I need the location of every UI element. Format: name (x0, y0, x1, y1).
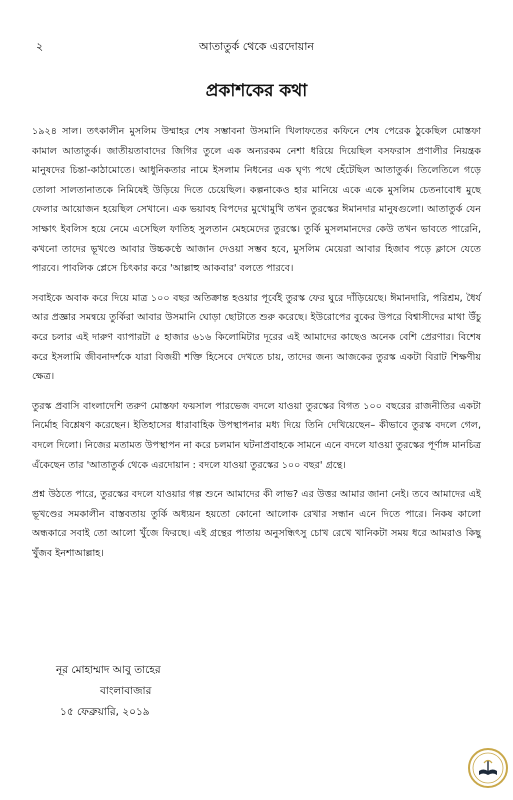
section-title: প্রকাশকের কথা (205, 81, 308, 101)
signature-name: নূর মোহাম্মাদ আবু তাহের (56, 664, 161, 676)
body-text (32, 122, 481, 573)
signature-place: বাংলাবাজার (100, 685, 152, 697)
paragraph-4: প্রশ্ন উঠতে পারে, তুরস্কের বদলে যাওয়ার গল্প শুনে আমাদের কী লাভ? এর উত্তর আমার জানা নেই। তবে আমাদের এই ভূখণ্ডের সমকালীন বাস্তবতায় তুর্কি অধ্যয়ন হয়তো কোনো আলোক রেখার সন্ধান এনে দিতে পারে। নিকষ কালো অন্ধকারে সবাই তো আলো খুঁজে ফিরছে। এই গ্রন্থের পাতায় অনুসন্ধিৎসু চোখ রেখে খানিকটা সময় ধরে আমরাও কিছু খুঁজব ইনশাআল্লাহ। (32, 489, 481, 559)
paragraph-2: সবাইকে অবাক করে দিয়ে মাত্র ১০০ বছর অতিক্রান্ত হওয়ার পূর্বেই তুরস্ক ফের ঘুরে দাঁড়িয়েছে। ঈমানদারি, পরিশ্রম, ধৈর্য আর প্রজ্ঞার সমন্বয়ে তুর্কিরা আবার উসমানি ঘোড়া ছোটাতে শুরু করেছে। ইউরোপের বুকের উপরে বিশ্বাসীদের মাথা উঁচু করে চলার এই দারুণ ব্যাপারটা ৫ হাজার ৬১৬ কিলোমিটার দূরের এই আমাদের কাছেও অনেক বেশি প্রেরণার। বিশেষ করে ইসলামি জীবনাদর্শকে যারা বিজয়ী শক্তি হিসেবে দেখতে চায়, তাদের জন্য আজকের তুরস্ক একটা বিরাট শিক্ষণীয় ক্ষেত্র। (32, 292, 481, 383)
signature-date: ১৫ ফেব্রুয়ারি, ২০১৯ (60, 706, 150, 718)
paragraph-1: ১৯২৪ সাল। তৎকালীন মুসলিম উম্মাহর শেষ সম্ভাবনা উসমানি খিলাফতের কফিনে শেষ পেরেক ঠুকেছিল মোস্তফা কামাল আতাতুর্ক। জাতীয়তাবাদের জিগির তুলে এক অন্যরকম নেশা ধরিয়ে দিয়েছিল বসফরাস প্রণালীর নিয়ন্ত্রক মানুষদের চিন্তা-কাঠামোতে। আধুনিকতার নামে ইসলাম নিধনের এক ঘৃণ্য পথে হেঁটেছিল আতাতুর্ক। তিলেতিলে গড়ে তোলা সালতানাতকে নিমিষেই উড়িয়ে দিতে চেয়েছিল। কল্পনাকেও হার মানিয়ে একে একে মুসলিম চেতনাবোধ মুছে ফেলার আয়োজন হয়েছিল সেখানে। এক ভয়াবহ বিপদের মুখোমুখি তখন তুরস্কের ঈমানদার মানুষগুলো। আতাতুর্ক যেন সাক্ষাৎ ইবলিস হয়ে নেমে এসেছিল ফাতিহ সুলতান মেহমেদের তুরস্কে। তুর্কি মুসলমানদের কেউ তখন ভাবতে পারেনি, কখনো তাদের ভূখণ্ডে আবার উচ্চকণ্ঠে আজান দেওয়া সম্ভব হবে, মুসলিম মেয়েরা আবার হিজাব পড়ে ক্লাসে যেতে পারবে। পাবলিক প্লেসে চিৎকার করে 'আল্লাহু আকবার' বলতে পারবে। (32, 126, 481, 275)
publisher-seal-icon (468, 748, 508, 788)
running-header (36, 38, 477, 56)
paragraph-3: তুরস্ক প্রবাসি বাংলাদেশি তরুণ মোস্তফা ফয়সাল পারভেজ বদলে যাওয়া তুরস্কের বিগত ১০০ বছরের রাজনীতির একটা নির্মোহ বিশ্লেষণ করেছেন। ইতিহাসের ধারাবাহিক উপস্থাপনার মধ্য দিয়ে তিনি দেখিয়েছেন– কীভাবে তুরস্ক বদলে গেল, বদলে দিলো। নিজের মতামত উপস্থাপন না করে চলমান ঘটনাপ্রবাহকে সামনে এনে বদলে যাওয়া তুরস্কের পূর্ণাঙ্গ মানচিত্র এঁকেছেন তার 'আতাতুর্ক থেকে এরদোয়ান : বদলে যাওয়া তুরস্কের ১০০ বছর' গ্রন্থে। (32, 400, 481, 471)
running-title: আতাতুর্ক থেকে এরদোয়ান (199, 40, 314, 53)
page-number: ২ (36, 40, 44, 53)
signature-block (56, 660, 161, 723)
